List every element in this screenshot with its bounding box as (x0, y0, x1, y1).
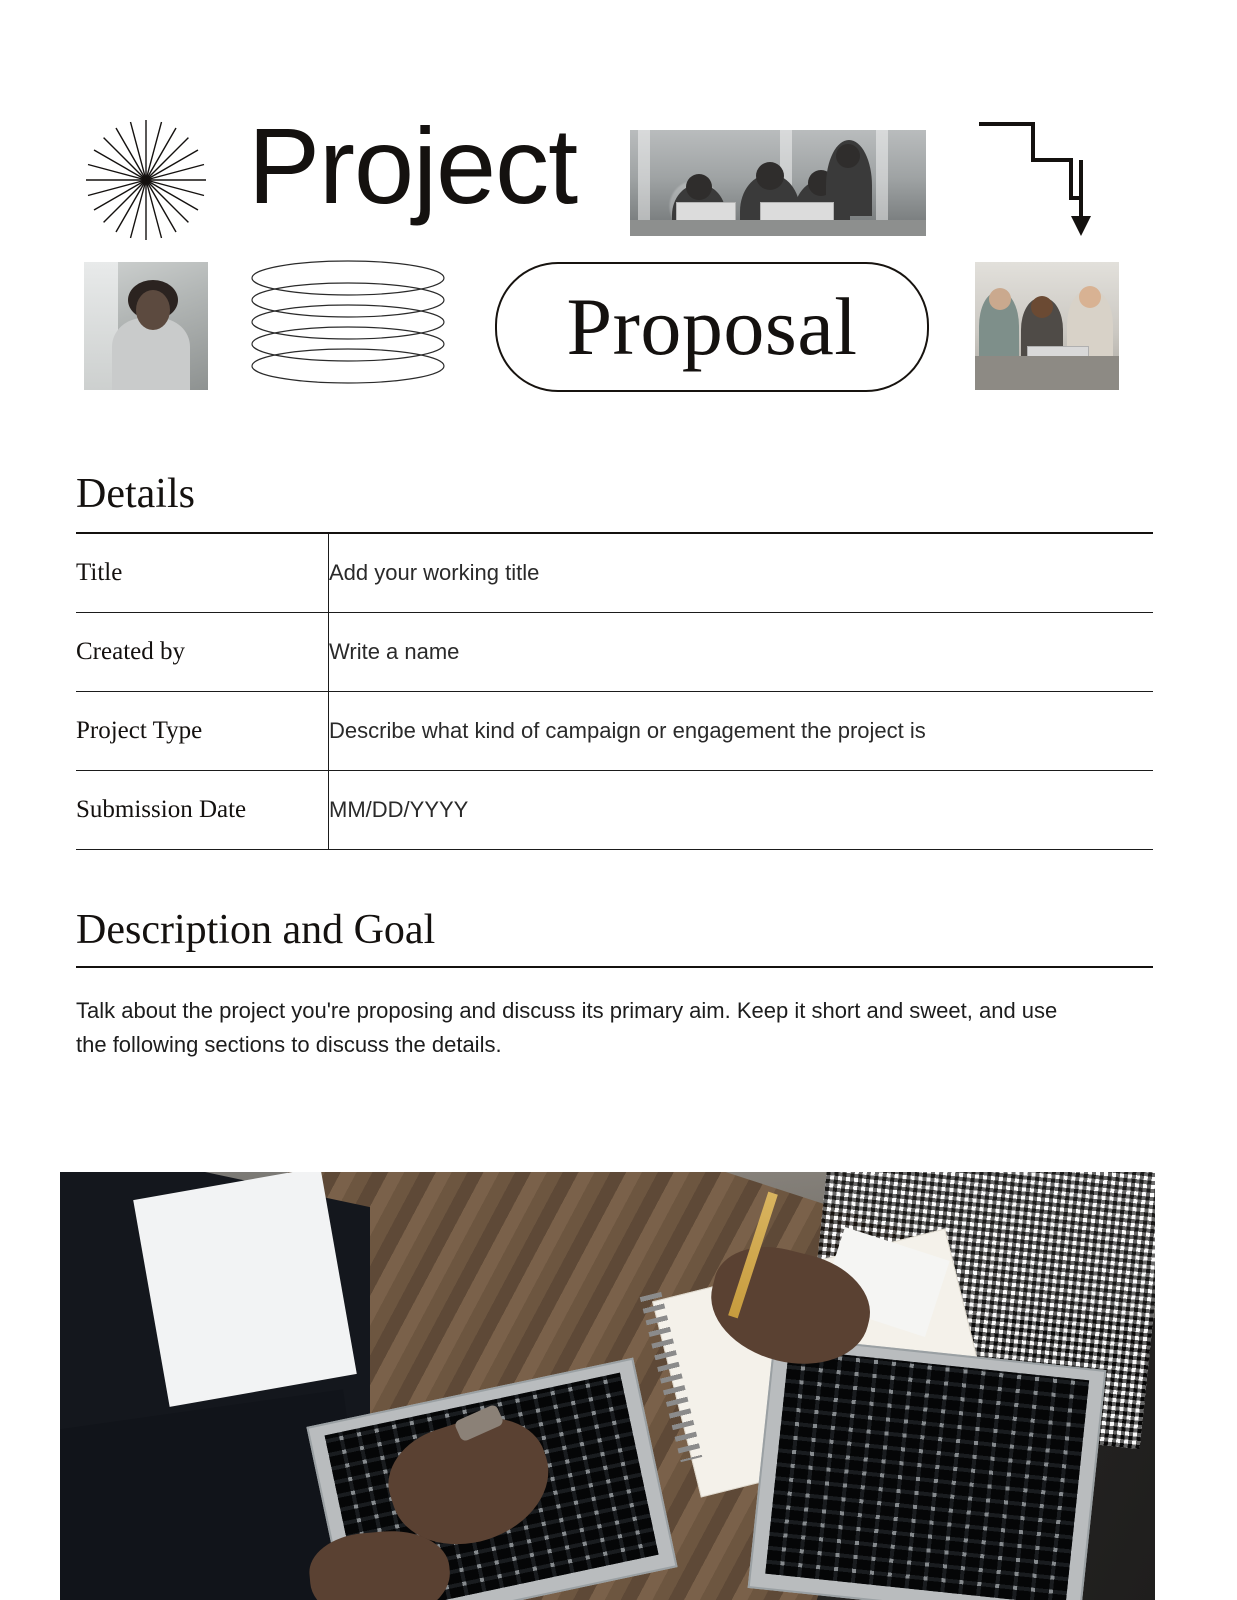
details-heading: Details (76, 471, 195, 517)
details-table (76, 532, 1153, 850)
proposal-title-pill (495, 262, 929, 392)
details-table-wrapper (76, 532, 1153, 850)
details-label-project-type: Project Type (76, 691, 329, 770)
details-label-created-by: Created by (76, 612, 329, 691)
zigzag-down-arrow-icon (975, 118, 1103, 240)
table-row (76, 533, 1153, 612)
table-row (76, 612, 1153, 691)
description-divider (76, 966, 1153, 968)
portrait-photo (84, 262, 208, 390)
details-value-created-by[interactable]: Write a name (329, 612, 1154, 691)
starburst-icon (84, 118, 208, 242)
team-photo (975, 262, 1119, 390)
meeting-photo (630, 130, 926, 236)
details-label-title: Title (76, 533, 329, 612)
desk-collaboration-photo (60, 1172, 1155, 1600)
page-title-proposal: Proposal (566, 281, 858, 372)
document-header (0, 0, 1237, 470)
details-label-submission-date: Submission Date (76, 770, 329, 849)
description-body-text[interactable]: Talk about the project you're proposing and discuss its primary aim. Keep it short and sweet, and use the following sections to discuss the details. (76, 997, 1058, 1057)
details-value-title[interactable]: Add your working title (329, 533, 1154, 612)
table-row (76, 770, 1153, 849)
description-heading: Description and Goal (76, 906, 436, 953)
table-row (76, 691, 1153, 770)
details-value-submission-date[interactable]: MM/DD/YYYY (329, 770, 1154, 849)
details-value-project-type[interactable]: Describe what kind of campaign or engagement the project is (329, 691, 1154, 770)
spiral-coil-graphic (248, 258, 448, 388)
document-body (0, 470, 1237, 1062)
page-title-project: Project (248, 105, 578, 226)
